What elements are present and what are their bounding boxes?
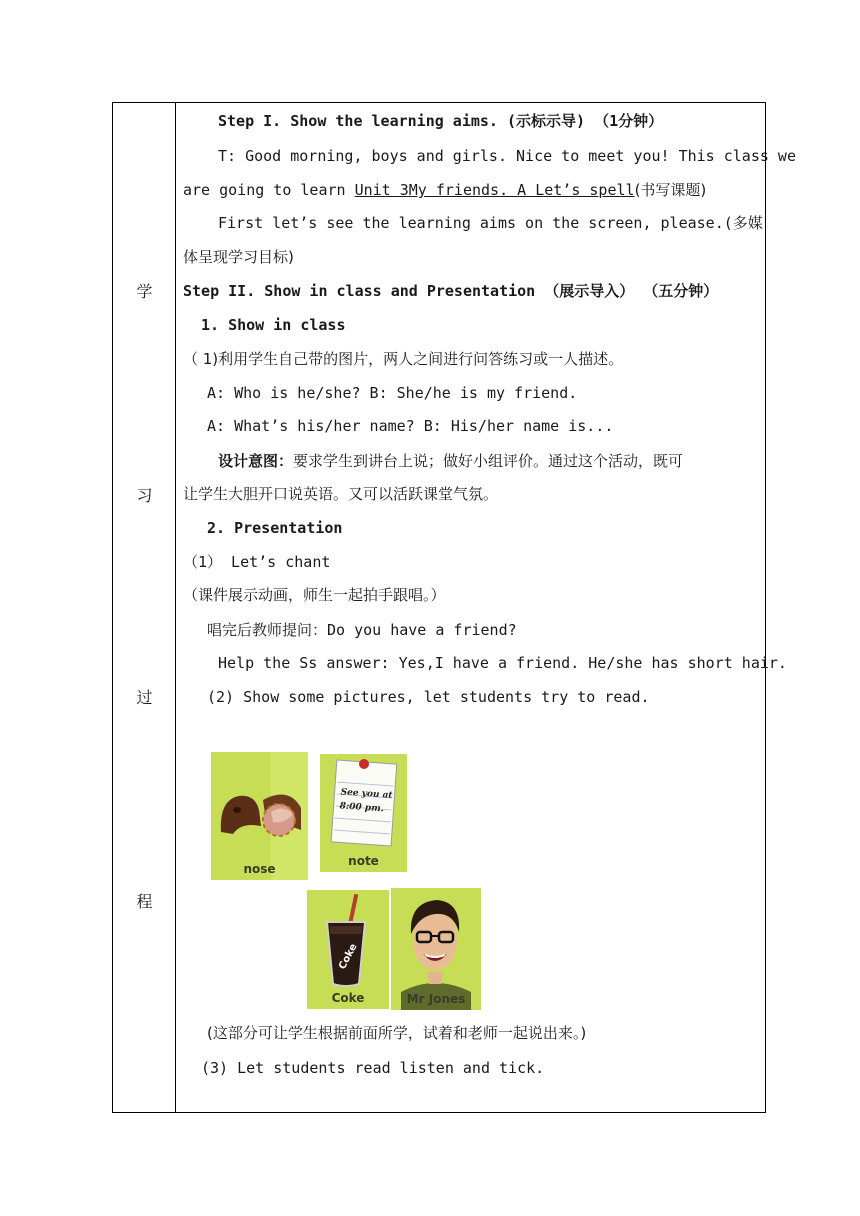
content-cell [177, 103, 796, 1112]
topic-suffix: (书写课题) [634, 181, 707, 199]
note-card-icon [320, 754, 407, 872]
step1-title: Step I. Show the learning aims. (示标示导) （1分钟） [218, 112, 664, 130]
dialog-line-1: A: Who is he/she? B: She/he is my friend. [207, 384, 578, 402]
left-char-xue: 学 [136, 282, 153, 301]
pictures-item: (2) Show some pictures, let students try to read. [207, 688, 650, 706]
topic-prefix: are going to learn [183, 181, 355, 199]
coke-card-label: Coke [331, 991, 365, 1005]
design-intent-label: 设计意图： [218, 452, 294, 470]
nose-card-icon [211, 752, 308, 880]
pictures-note: (这部分可让学生根据前面所学，试着和老师一起说出来。) [207, 1024, 587, 1042]
note-text-line-2: 8:00 pm. [339, 801, 385, 815]
step2-title: Step II. Show in class and Presentation （展示导入） （五分钟） [183, 282, 719, 300]
left-column [113, 103, 176, 1112]
chant-question: 唱完后教师提问：Do you have a friend? [207, 621, 517, 639]
mr-jones-card-icon [391, 888, 481, 1010]
dialog-line-2: A: What’s his/her name? B: His/her name is... [207, 417, 614, 435]
lesson-title-link: Unit 3My friends. A Let’s spell [354, 181, 635, 199]
left-char-cheng: 程 [136, 892, 153, 911]
note-text-line-1: See you at [340, 787, 393, 801]
teacher-topic-line [183, 180, 706, 200]
lesson-table [112, 102, 796, 1113]
nose-card-label: nose [243, 862, 276, 876]
left-char-guo: 过 [136, 688, 153, 707]
design-intent-line-cont: 让学生大胆开口说英语。又可以活跃课堂气氛。 [183, 485, 499, 503]
teacher-greeting-line: T: Good morning, boys and girls. Nice to meet you! This class we [218, 147, 796, 165]
coke-glass-text: Coke [337, 942, 360, 972]
chant-help: Help the Ss answer: Yes,I have a friend. He/she has short hair. [218, 654, 787, 672]
chant-item: （1） Let’s chant [183, 553, 331, 571]
chant-note: （课件展示动画，师生一起拍手跟唱。） [183, 586, 446, 604]
design-intent-line [218, 451, 683, 471]
listen-tick-item: (3) Let students read listen and tick. [201, 1059, 545, 1077]
left-char-xi: 习 [136, 486, 153, 505]
item1-description: （ 1)利用学生自己带的图片，两人之间进行问答练习或一人描述。 [183, 350, 624, 368]
presentation-heading: 2. Presentation [207, 519, 343, 537]
design-intent-text: 要求学生到讲台上说；做好小组评价。通过这个活动，既可 [293, 452, 684, 470]
show-in-class-heading: 1. Show in class [201, 316, 346, 334]
aims-line: First let’s see the learning aims on the screen, please.(多媒 [218, 214, 763, 232]
note-card-label: note [348, 854, 379, 868]
aims-line-cont: 体呈现学习目标) [183, 248, 294, 266]
mr-jones-card-label: Mr Jones [406, 992, 466, 1006]
coke-card-icon [307, 890, 389, 1009]
